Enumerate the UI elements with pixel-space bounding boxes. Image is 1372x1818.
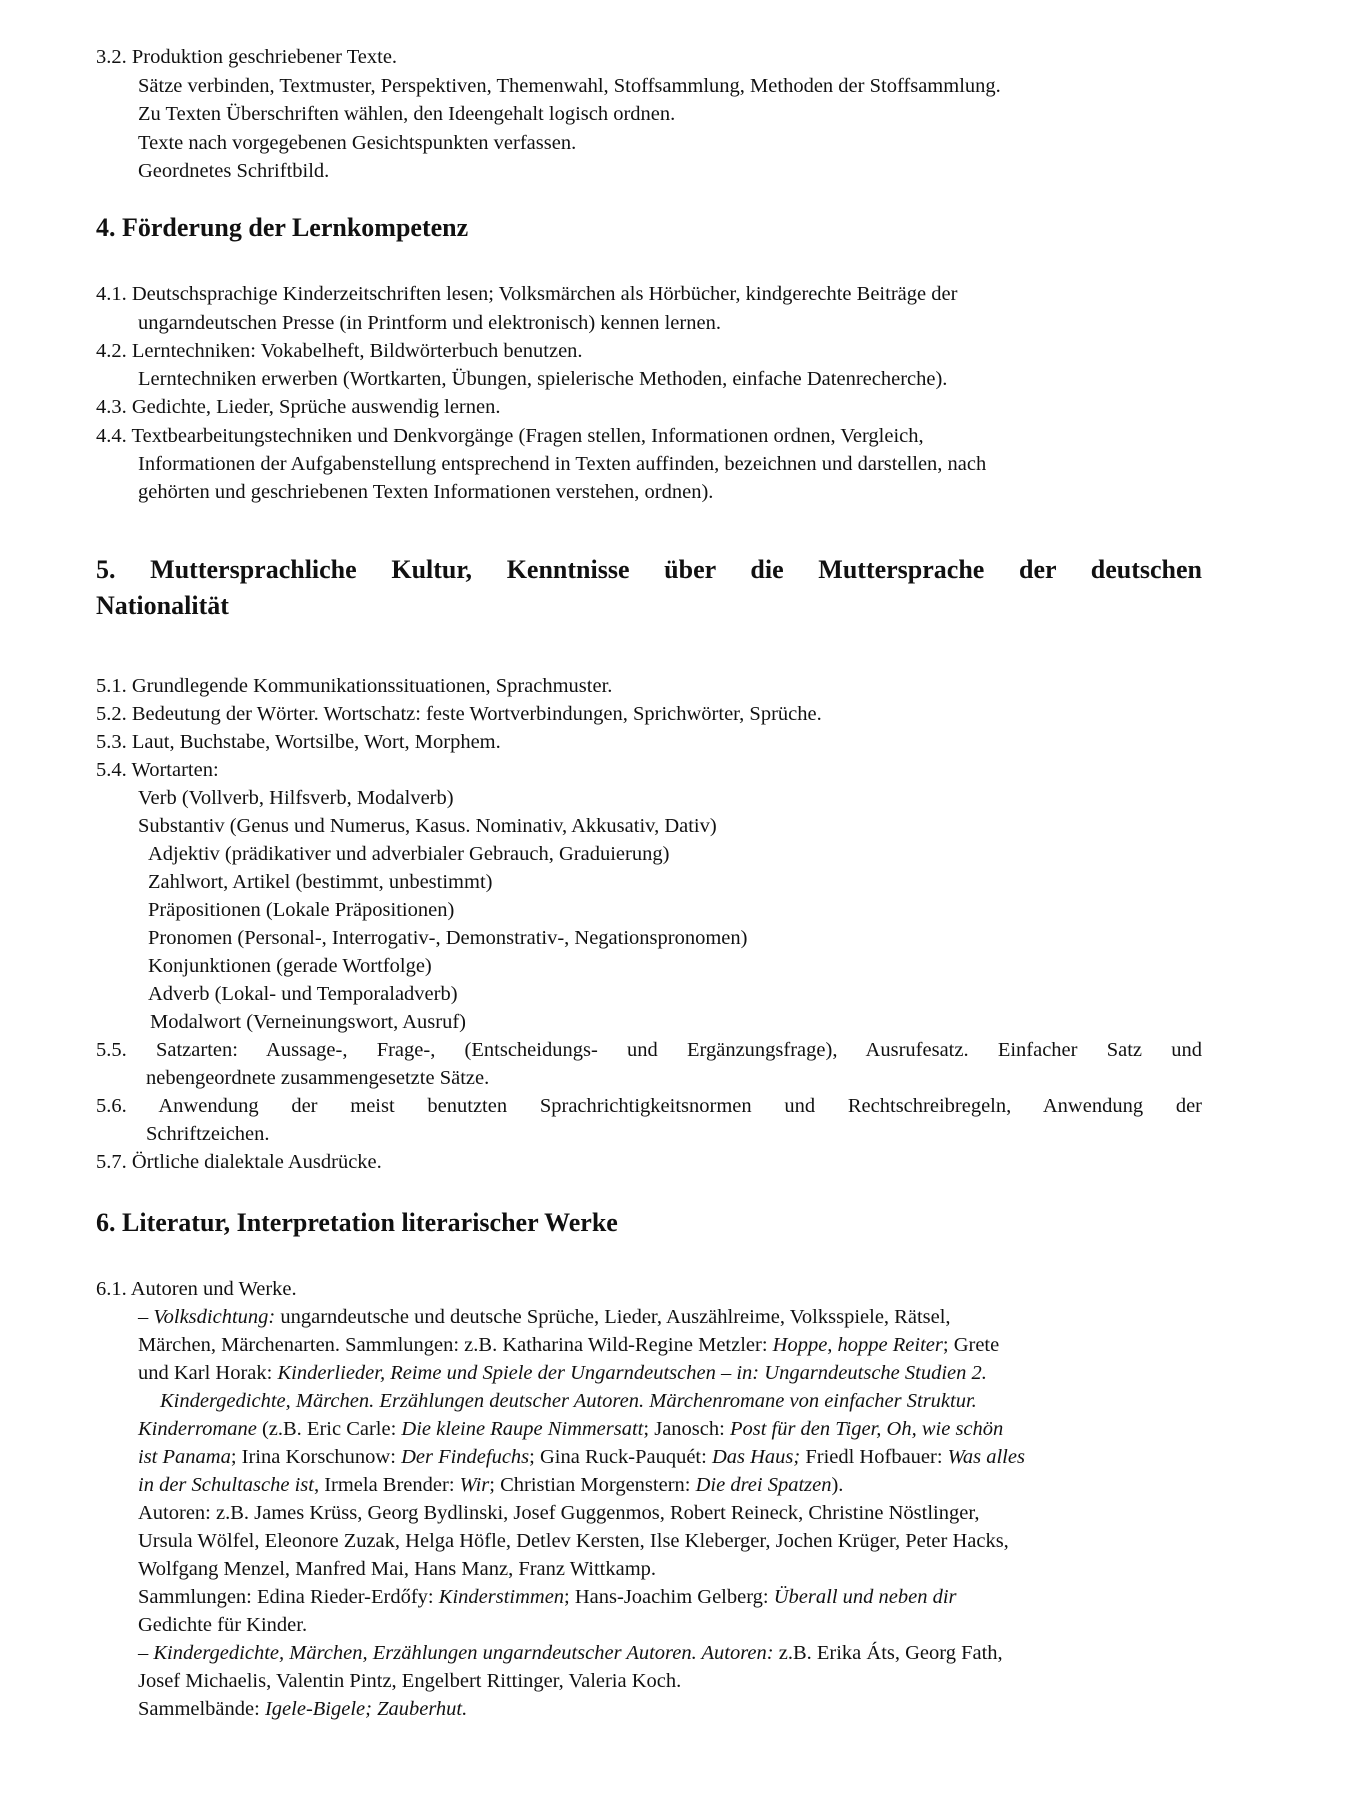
item-4-2: 4.2. Lerntechniken: Vokabelheft, Bildwörterbuch benutzen. bbox=[96, 340, 583, 362]
heading-4: 4. Förderung der Lernkompetenz bbox=[96, 213, 469, 242]
lit-text: ungarndeutsche und deutsche Sprüche, Lieder, Auszählreime, Volksspiele, Rätsel, bbox=[275, 1306, 951, 1328]
lit-italic: Das Haus; bbox=[711, 1446, 801, 1468]
lit-italic: Kindergedichte, Märchen. Erzählungen deutscher Autoren. Märchenromane von einfacher Struktur. bbox=[160, 1390, 977, 1412]
lit-italic: Hoppe, hoppe Reiter bbox=[772, 1334, 943, 1356]
lit-text: ; Janosch: bbox=[643, 1418, 730, 1440]
lit-line bbox=[160, 1388, 977, 1414]
lit-text: , Irmela Brender: bbox=[313, 1474, 460, 1496]
lit-italic: ist Panama bbox=[138, 1446, 231, 1468]
lit-italic: – Volksdichtung: bbox=[138, 1306, 276, 1328]
wortart-item: Zahlwort, Artikel (bestimmt, unbestimmt) bbox=[148, 871, 493, 893]
wortart-item: Substantiv (Genus und Numerus, Kasus. Nominativ, Akkusativ, Dativ) bbox=[138, 815, 717, 837]
heading-5-cont: Nationalität bbox=[96, 591, 229, 620]
item-6-1: 6.1. Autoren und Werke. bbox=[96, 1278, 297, 1300]
item-4-3: 4.3. Gedichte, Lieder, Sprüche auswendig lernen. bbox=[96, 396, 501, 418]
lit-italic: Kinderlieder, Reime und Spiele der Ungarndeutschen – in: Ungarndeutsche Studien 2. bbox=[277, 1362, 987, 1384]
lit-text: ; Gina Ruck-Pauquét: bbox=[529, 1446, 712, 1468]
lit-text: Märchen, Märchenarten. Sammlungen: z.B. Katharina Wild-Regine Metzler: bbox=[138, 1334, 773, 1356]
section-3-2-line: Texte nach vorgegebenen Gesichtspunkten verfassen. bbox=[138, 132, 577, 154]
wortart-item: Adjektiv (prädikativer und adverbialer Gebrauch, Graduierung) bbox=[148, 843, 670, 865]
item-5-4: 5.4. Wortarten: bbox=[96, 759, 219, 781]
item-4-4-cont: gehörten und geschriebenen Texten Informationen verstehen, ordnen). bbox=[138, 481, 714, 503]
lit-line bbox=[138, 1696, 467, 1722]
lit-text: (z.B. Eric Carle: bbox=[256, 1418, 402, 1440]
lit-text: Sammlungen: Edina Rieder-Erdőfy: bbox=[138, 1586, 439, 1608]
lit-line bbox=[138, 1360, 987, 1386]
wortart-item: Adverb (Lokal- und Temporaladverb) bbox=[148, 983, 458, 1005]
item-5-6-cont: Schriftzeichen. bbox=[146, 1123, 270, 1145]
lit-italic: in der Schultasche ist bbox=[138, 1474, 314, 1496]
section-3-2-line: Sätze verbinden, Textmuster, Perspektiven, Themenwahl, Stoffsammlung, Methoden der Stoffsammlung. bbox=[138, 75, 1001, 97]
item-4-4-cont: Informationen der Aufgabenstellung entsprechend in Texten auffinden, bezeichnen und darstellen, nach bbox=[138, 453, 987, 475]
lit-line: Gedichte für Kinder. bbox=[138, 1614, 308, 1636]
section-3-2-line: Zu Texten Überschriften wählen, den Ideengehalt logisch ordnen. bbox=[138, 103, 676, 125]
lit-line bbox=[138, 1584, 957, 1610]
item-5-6: 5.6. Anwendung der meist benutzten Sprachrichtigkeitsnormen und Rechtschreibregeln, Anwendung der bbox=[96, 1095, 1202, 1117]
section-3-2-line: Geordnetes Schriftbild. bbox=[138, 160, 330, 182]
lit-text: ; Hans-Joachim Gelberg: bbox=[564, 1586, 774, 1608]
section-3-2-title: 3.2. Produktion geschriebener Texte. bbox=[96, 46, 398, 68]
lit-text: ; Christian Morgenstern: bbox=[489, 1474, 696, 1496]
heading-6: 6. Literatur, Interpretation literarischer Werke bbox=[96, 1208, 618, 1237]
lit-line bbox=[138, 1416, 1003, 1442]
item-5-2: 5.2. Bedeutung der Wörter. Wortschatz: feste Wortverbindungen, Sprichwörter, Sprüche. bbox=[96, 703, 822, 725]
lit-text: z.B. Erika Áts, Georg Fath, bbox=[773, 1642, 1003, 1664]
lit-text: und Karl Horak: bbox=[138, 1362, 278, 1384]
item-5-5-cont: nebengeordnete zusammengesetzte Sätze. bbox=[146, 1067, 490, 1089]
item-5-1: 5.1. Grundlegende Kommunikationssituationen, Sprachmuster. bbox=[96, 675, 613, 697]
item-4-2-cont: Lerntechniken erwerben (Wortkarten, Übungen, spielerische Methoden, einfache Datenrecherche). bbox=[138, 368, 948, 390]
lit-line bbox=[138, 1332, 999, 1358]
lit-italic: Der Findefuchs bbox=[401, 1446, 530, 1468]
item-4-4: 4.4. Textbearbeitungstechniken und Denkvorgänge (Fragen stellen, Informationen ordnen, Vergleich, bbox=[96, 425, 924, 447]
lit-text: ; Irina Korschunow: bbox=[230, 1446, 402, 1468]
lit-line: Autoren: z.B. James Krüss, Georg Bydlinski, Josef Guggenmos, Robert Reineck, Christine Nöstlinger, bbox=[138, 1502, 980, 1524]
lit-italic: Die drei Spatzen bbox=[695, 1474, 832, 1496]
lit-italic: Kinderromane bbox=[138, 1418, 257, 1440]
wortart-item: Modalwort (Verneinungswort, Ausruf) bbox=[150, 1011, 466, 1033]
lit-italic: Was alles bbox=[947, 1446, 1025, 1468]
item-5-5: 5.5. Satzarten: Aussage-, Frage-, (Entscheidungs- und Ergänzungsfrage), Ausrufesatz. Einfacher Satz und bbox=[96, 1039, 1202, 1061]
item-5-3: 5.3. Laut, Buchstabe, Wortsilbe, Wort, Morphem. bbox=[96, 731, 501, 753]
lit-italic: Überall und neben dir bbox=[773, 1586, 957, 1608]
lit-text: Friedl Hofbauer: bbox=[800, 1446, 948, 1468]
lit-line: Josef Michaelis, Valentin Pintz, Engelbert Rittinger, Valeria Koch. bbox=[138, 1670, 682, 1692]
lit-italic: Post für den Tiger, Oh, wie schön bbox=[729, 1418, 1004, 1440]
lit-line: Wolfgang Menzel, Manfred Mai, Hans Manz, Franz Wittkamp. bbox=[138, 1558, 657, 1580]
heading-5: 5. Muttersprachliche Kultur, Kenntnisse über die Muttersprache der deutschen bbox=[96, 555, 1202, 584]
wortart-item: Verb (Vollverb, Hilfsverb, Modalverb) bbox=[138, 787, 454, 809]
item-4-1: 4.1. Deutschsprachige Kinderzeitschriften lesen; Volksmärchen als Hörbücher, kindgerechte Beiträge der bbox=[96, 283, 958, 305]
item-4-1-cont: ungarndeutschen Presse (in Printform und elektronisch) kennen lernen. bbox=[138, 312, 721, 334]
lit-italic: Die kleine Raupe Nimmersatt bbox=[401, 1418, 644, 1440]
lit-italic: – Kindergedichte, Märchen, Erzählungen ungarndeutscher Autoren. Autoren: bbox=[138, 1642, 774, 1664]
item-5-7: 5.7. Örtliche dialektale Ausdrücke. bbox=[96, 1151, 382, 1173]
lit-line: Ursula Wölfel, Eleonore Zuzak, Helga Höfle, Detlev Kersten, Ilse Kleberger, Jochen Krüger, Peter Hacks, bbox=[138, 1530, 1009, 1552]
lit-line bbox=[138, 1472, 843, 1498]
lit-italic: Wir bbox=[459, 1474, 490, 1496]
lit-italic: Igele-Bigele; Zauberhut. bbox=[264, 1698, 468, 1720]
wortart-item: Konjunktionen (gerade Wortfolge) bbox=[148, 955, 432, 977]
lit-line bbox=[138, 1640, 1003, 1666]
lit-italic: Kinderstimmen bbox=[438, 1586, 565, 1608]
lit-line bbox=[138, 1444, 1025, 1470]
lit-text: ; Grete bbox=[942, 1334, 1000, 1356]
lit-text: ). bbox=[831, 1474, 844, 1496]
wortart-item: Präpositionen (Lokale Präpositionen) bbox=[148, 899, 455, 921]
lit-line bbox=[138, 1304, 951, 1330]
lit-text: Sammelbände: bbox=[138, 1698, 265, 1720]
wortart-item: Pronomen (Personal-, Interrogativ-, Demonstrativ-, Negationspronomen) bbox=[148, 927, 748, 949]
